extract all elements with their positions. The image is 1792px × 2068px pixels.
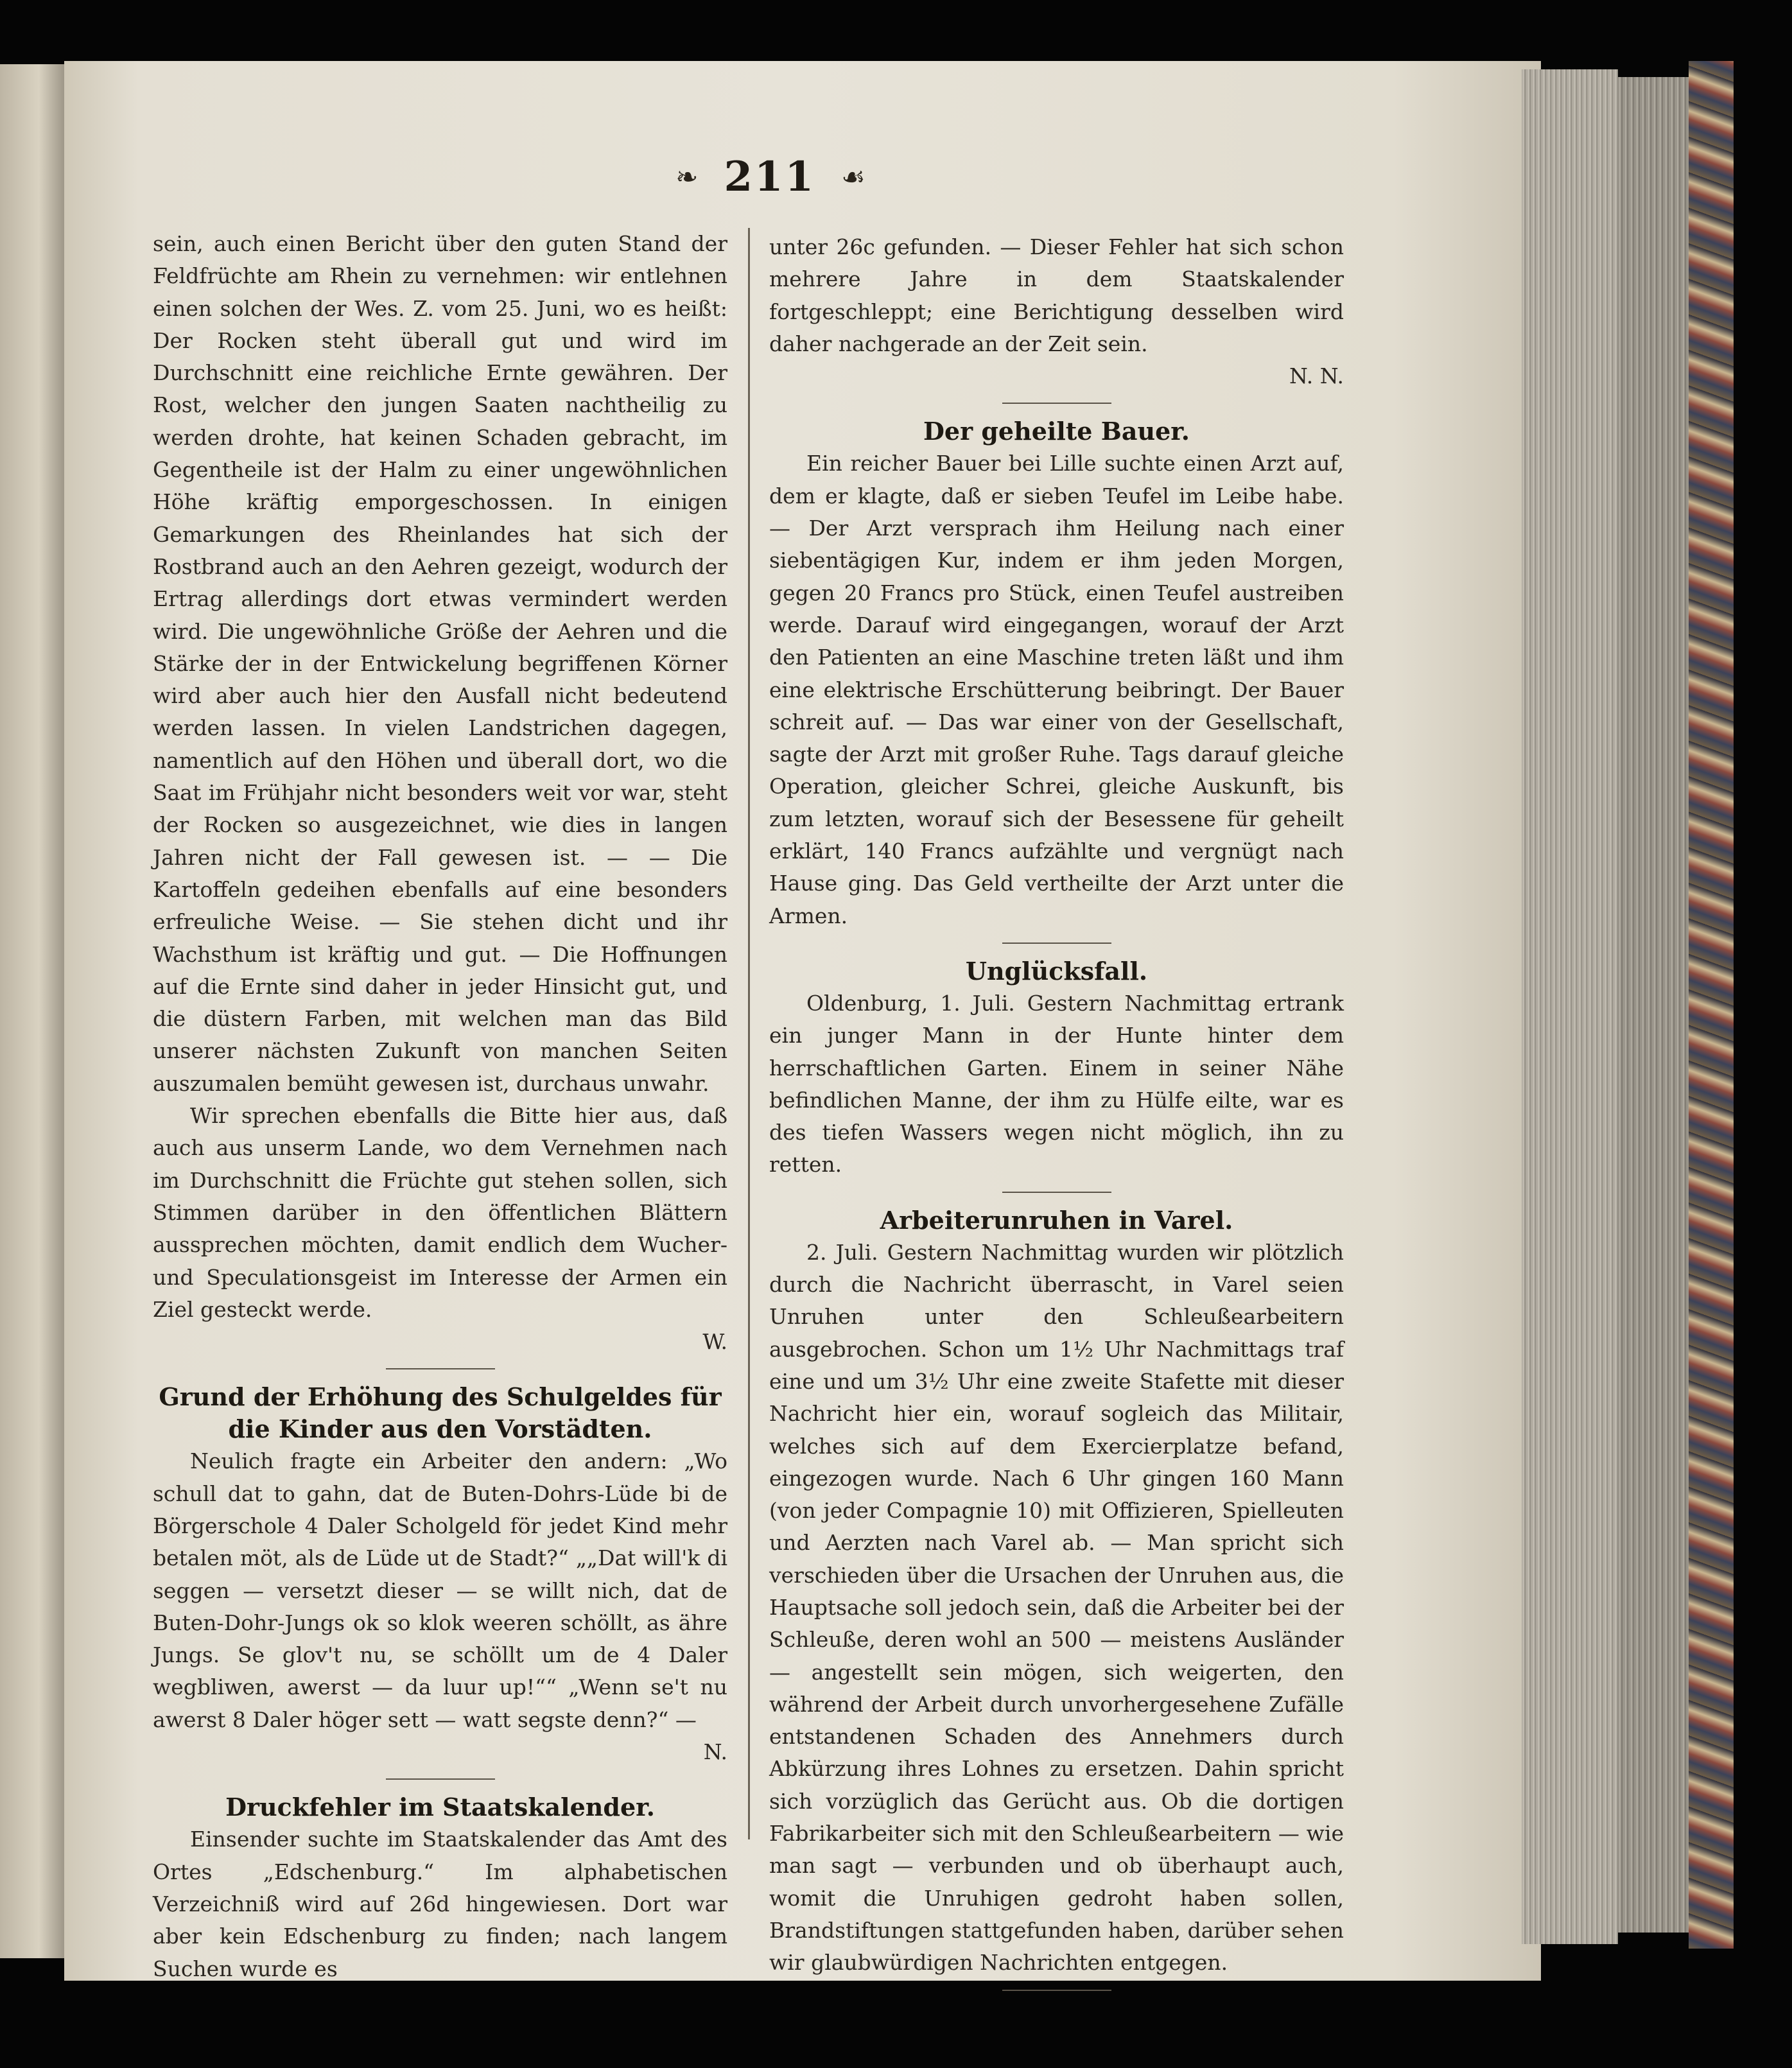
article-signature: N.	[703, 1739, 727, 1765]
article-heading: Arbeiterunruhen in Varel.	[880, 1205, 1233, 1235]
article-paragraph: unter 26c gefunden. — Dieser Fehler hat sich schon mehrere Jahre in dem Staatskalender fortgeschleppt; eine Berichtigung desselben wird daher nachgerade an der Zeit sein.	[769, 234, 1344, 356]
article-paragraph: Wir sprechen ebenfalls die Bitte hier aus, daß auch aus unserm Lande, wo dem Vernehmen nach im Durchschnitt die Früchte gut stehen sollen, sich Stimmen darüber in den öffentlichen Blättern aussprechen möchten, damit endlich dem Wucher- und Speculationsgeist im Interesse der Armen ein Ziel gesteckt werde.	[153, 1103, 727, 1322]
article-paragraph: Neulich fragte ein Arbeiter den andern: „Wo schull dat to gahn, dat de Buten-Dohrs-Lüde bi de Börgerschole 4 Daler Scholgeld för jedet Kind mehr betalen möt, als de Lüde ut de Stadt?“ „„Dat will'k di seggen — versetzt dieser — se willt nich, dat de Buten-Dohr-Jungs ok so klok weeren schöllt, as ähre Jungs. Se glov't nu, se schöllt um de 4 Daler wegbliwen, awerst — da luur up!““ „Wenn se't nu awerst 8 Daler höger sett — watt segste denn?“ —	[153, 1448, 727, 1732]
article-paragraph: Ein reicher Bauer bei Lille suchte einen Arzt auf, dem er klagte, daß er sieben Teufel im Leibe habe. — Der Arzt versprach ihm Heilung nach einer siebentägigen Kur, indem er ihm jeden Morgen, gegen 20 Francs pro Stück, einen Teufel austreiben werde. Darauf wird eingegangen, worauf der Arzt den Patienten an eine Maschine treten läßt und ihm eine elektrische Erschütterung beibringt. Der Bauer schreit auf. — Das war einer von der Gesellschaft, sagte der Arzt mit großer Ruhe. Tags darauf gleiche Operation, gleicher Schrei, gleiche Auskunft, bis zum letzten, worauf sich der Besessene für geheilt erklärt, 140 Francs aufzählte und vergnügt nach Hause ging. Das Geld vertheilte der Arzt unter die Armen.	[769, 451, 1344, 928]
page-header	[578, 154, 963, 199]
section-rule	[1002, 1990, 1111, 1991]
section-rule	[386, 1778, 495, 1780]
page-number: 211	[724, 152, 816, 201]
marbled-cover-edge	[1689, 61, 1734, 1949]
facing-page-edge	[0, 64, 71, 1958]
article-signature: N. N.	[1289, 363, 1344, 389]
article-heading: Der geheilte Bauer.	[923, 417, 1190, 446]
section-rule	[386, 1368, 495, 1369]
article-heading: Grund der Erhöhung des Schulgeldes für	[159, 1382, 722, 1412]
page-stack-edge-lower	[1618, 77, 1689, 1933]
right-column	[769, 231, 1344, 2003]
section-rule	[1002, 403, 1111, 404]
page-stack-edge	[1522, 69, 1618, 1944]
ornament-right-icon: ☙	[841, 161, 866, 193]
section-rule	[1002, 943, 1111, 944]
article-paragraph: sein, auch einen Bericht über den guten Stand der Feldfrüchte am Rhein zu vernehmen: wir entlehnen einen solchen der Wes. Z. vom 25. Juni, wo es heißt: Der Rocken steht überall gut und wird im Durchschnitt eine reichliche Ernte gewähren. Der Rost, welcher den jungen Saaten nachtheilig zu werden drohte, hat keinen Schaden gebracht, im Gegentheile ist der Halm zu einer ungewöhnlichen Höhe kräftig emporgeschossen. In einigen Gemarkungen des Rheinlandes hat sich der Rostbrand auch an den Aehren gezeigt, wodurch der Ertrag allerdings dort etwas vermindert werden wird. Die ungewöhnliche Größe der Aehren und die Stärke der in der Entwickelung begriffenen Körner wird aber auch hier den Ausfall nicht bedeutend werden lassen. In vielen Landstrichen dagegen, namentlich auf den Höhen und überall dort, wo die Saat im Frühjahr nicht besonders weit vor war, steht der Rocken so ausgezeichnet, wie dies in langen Jahren nicht der Fall gewesen ist. — — Die Kartoffeln gedeihen ebenfalls auf eine besonders erfreuliche Weise. — Sie stehen dicht und ihr Wachsthum ist kräftig und gut. — Die Hoffnungen auf die Ernte sind daher in jeder Hinsicht gut, und die düstern Farben, mit welchen man das Bild unserer nächsten Zukunft von manchen Seiten auszumalen bemüht gewesen ist, durchaus unwahr.	[153, 231, 727, 1096]
left-column	[153, 228, 727, 1985]
article-paragraph: Einsender suchte im Staatskalender das Amt des Ortes „Edschenburg.“ Im alphabetischen Verzeichniß wird auf 26d hingewiesen. Dort war aber kein Edschenburg zu finden; nach langem Suchen wurde es	[153, 1827, 727, 1981]
article-paragraph: 2. Juli. Gestern Nachmittag wurden wir plötzlich durch die Nachricht überrascht, in Varel seien Unruhen unter den Schleußearbeitern ausgebrochen. Schon um 1½ Uhr Nachmittags traf eine und um 3½ Uhr eine zweite Stafette mit dieser Nachricht hier ein, worauf sogleich das Militair, welches sich auf dem Exercierplatze befand, eingezogen wurde. Nach 6 Uhr gingen 160 Mann (von jeder Compagnie 10) mit Offizieren, Spielleuten und Aerzten nach Varel ab. — Man spricht sich verschieden über die Ursachen der Unruhen aus, die Hauptsache soll jedoch sein, daß die Arbeiter bei der Schleuße, deren wohl an 500 — meistens Ausländer — angestellt sein mögen, sich weigerten, den während der Arbeit durch unvorhergesehene Zufälle entstandenen Schaden des Annehmers durch Abkürzung ihres Lohnes zu ersetzen. Dahin spricht sich vorzüglich das Gerücht aus. Ob die dortigen Fabrikarbeiter sich mit den Schleußearbeitern — wie man sagt — verbunden und ob überhaupt auch, womit die Unruhigen gedroht haben sollen, Brandstiftungen stattgefunden haben, darüber sehen wir glaubwürdigen Nachrichten entgegen.	[769, 1239, 1344, 1976]
article-paragraph: Oldenburg, 1. Juli. Gestern Nachmittag ertrank ein junger Mann in der Hunte hinter dem herrschaftlichen Garten. Einem in seiner Nähe befindlichen Manne, der ihm zu Hülfe eilte, war es des tiefen Wassers wegen nicht möglich, ihn zu retten.	[769, 990, 1344, 1177]
article-heading: die Kinder aus den Vorstädten.	[228, 1414, 652, 1444]
article-heading: Unglücksfall.	[965, 956, 1148, 986]
ornament-left-icon: ❧	[675, 161, 699, 193]
column-divider	[748, 228, 750, 1839]
article-heading: Druckfehler im Staatskalender.	[225, 1793, 655, 1822]
article-signature: W.	[702, 1329, 727, 1355]
section-rule	[1002, 1192, 1111, 1193]
